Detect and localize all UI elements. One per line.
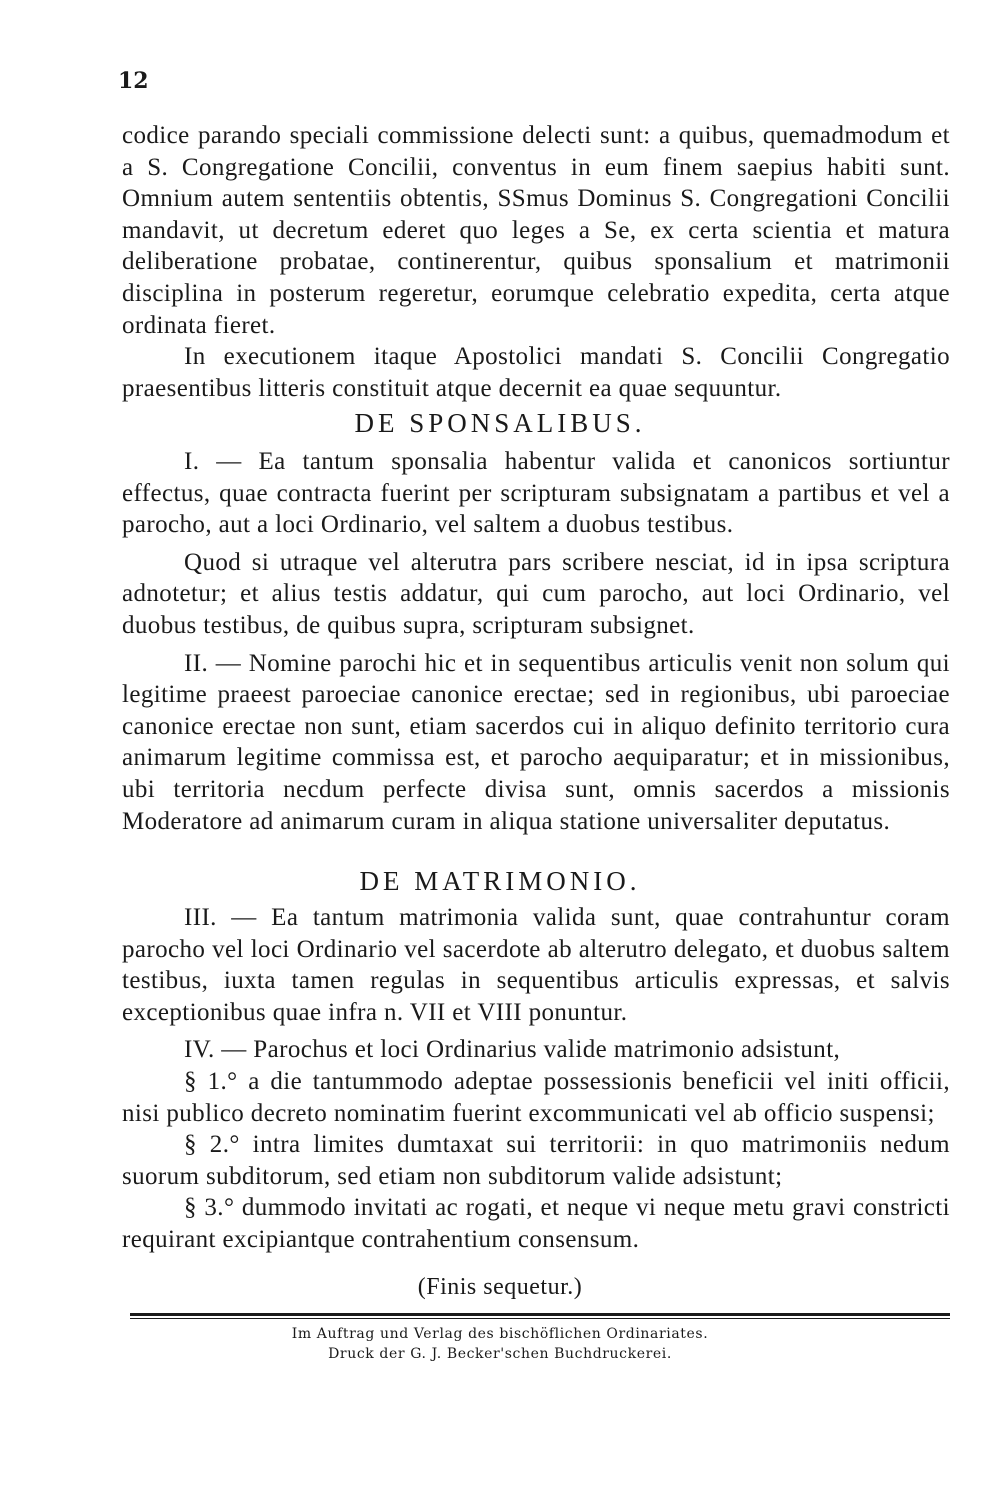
intro-paragraph-2: In executionem itaque Apostolici mandati S. Concilii Congregatio praesentibus litteris constituit atque decernit ea quae sequuntur. [122, 343, 950, 402]
article-4-section-2: § 2.° intra limites dumtaxat sui territorii: in quo matrimoniis nedum suorum subditorum, sed etiam non subditorum valide adsistunt; [122, 1131, 950, 1190]
article-3: III. — Ea tantum matrimonia valida sunt, quae contrahuntur coram parocho vel loci Ordinario vel sacerdote ab alterutro delegato, et duobus saltem testibus, iuxta tamen regulas in sequentibus articulis expressas, et salvis exceptionibus quae infra n. VII et VIII ponuntur. [122, 904, 950, 1026]
article-2: II. — Nomine parochi hic et in sequentibus articulis venit non solum qui legitime praeest paroeciae canonice erectae; sed in regionibus, ubi paroeciae canonice erectae non sunt, etiam sacerdos cui in aliquo definito territorio cura animarum legitime commissa est, et parocho aequiparatur; et in missionibus, ubi territoria necdum perfecte divisa sunt, omnis sacerdos a missionis Moderatore ad animarum curam in aliqua statione universaliter deputatus. [122, 649, 950, 835]
imprint-line-1: Im Auftrag und Verlag des bischöflichen Ordinariates. [291, 1326, 709, 1342]
finis-sequetur: (Finis sequetur.) [417, 1274, 583, 1300]
sponsalia-text [122, 446, 950, 837]
article-4-section-1: § 1.° a die tantummodo adeptae possessionis beneficii vel initi officii, nisi publico decreto nominatim fuerint excommunicati vel ab officio suspensi; [122, 1067, 950, 1127]
heading-de-matrimonio: DE MATRIMONIO. [359, 866, 641, 896]
article-1-continuation: Quod si utraque vel alterutra pars scribere nesciat, id in ipsa scriptura adnotetur; et alius testis addatur, qui cum parocho, aut loci Ordinario, vel duobus testibus, de quibus supra, scripturam subsignet. [122, 548, 950, 639]
article-1: I. — Ea tantum sponsalia habentur valida et canonicos sortiuntur effectus, quae contracta fuerint per scripturam subsignatam a partibus et vel a parocho, aut a loci Ordinario, vel saltem a duobus testibus. [122, 448, 950, 539]
heading-de-sponsalibus: DE SPONSALIBUS. [354, 408, 646, 438]
article-4-section-3: § 3.° dummodo invitati ac rogati, et neque vi neque metu gravi constricti requirant excipiantque contrahentium consensum. [122, 1194, 950, 1253]
page-number: 12 [118, 68, 149, 94]
article-4: IV. — Parochus et loci Ordinarius valide matrimonio adsistunt, [184, 1036, 841, 1064]
intro-text [122, 120, 950, 404]
footer-rule-thin [130, 1318, 950, 1319]
matrimonium-text [122, 902, 950, 1256]
footer-rule-thick [130, 1313, 950, 1316]
imprint-line-2: Druck der G. J. Becker'schen Buchdruckerei. [328, 1346, 672, 1362]
intro-paragraph-1: codice parando speciali commissione delecti sunt: a quibus, quemadmodum et a S. Congregatione Concilii, conventus in eum finem saepius habiti sunt. Omnium autem sententiis obtentis, SSmus Dominus S. Congregationi Concilii mandavit, ut decretum ederet quo leges a Se, ex certa scientia et matura deliberatione probatae, continerentur, quibus sponsalium et matrimonii disciplina in posterum regeretur, eorumque celebratio expedita, certa atque ordinata fieret. [122, 122, 950, 339]
